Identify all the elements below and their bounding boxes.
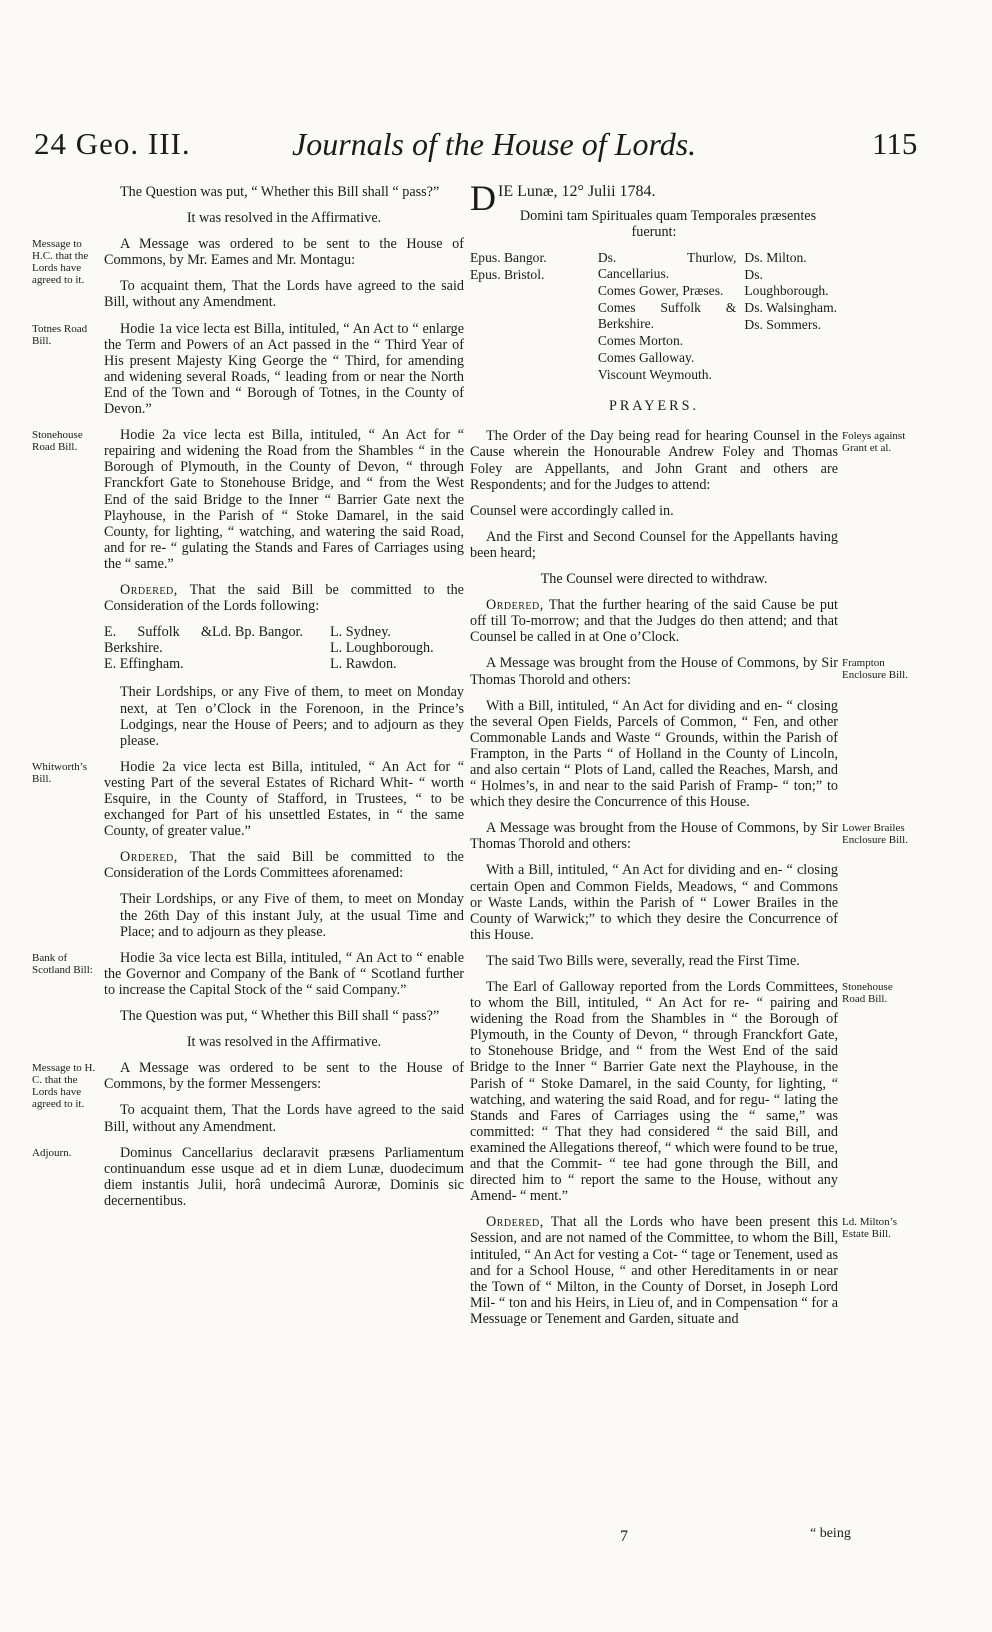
ordered-lead: Ordered, <box>486 1214 544 1231</box>
regnal-year: 24 Geo. III. <box>34 126 191 161</box>
entry-text: To acquaint them, That the Lords have agreed to the said Bill, without any Amendment. <box>104 278 464 311</box>
entry-text: With a Bill, intituled, “ An Act for dividing and en- “ closing certain Open and Common Fields, Meadows, “ and Commons or Waste Lands, within the Parish of “ Lower Brailes in the County of Warwick;” to which they desire the Concurrence of this House. <box>470 862 838 943</box>
journal-entry <box>32 427 464 572</box>
margin-note: Bank of Scotland Bill: <box>32 951 93 976</box>
journal-entry <box>104 582 464 614</box>
entry-text: A Message was ordered to be sent to the House of Commons, by Mr. Eames and Mr. Montagu: <box>104 236 464 269</box>
entry-text: The said Two Bills were, severally, read the First Time. <box>486 952 800 969</box>
committee-column <box>212 624 330 672</box>
committee-member: L. Sydney. <box>330 624 391 641</box>
catchword: “ being <box>810 1526 851 1541</box>
entry-text: That the said Bill be committed to the Consideration of the Lords following: <box>104 581 464 615</box>
attendance-column <box>744 250 838 384</box>
sitting-date: IE Lunæ, 12° Julii 1784. <box>498 183 656 200</box>
entry-text: Their Lordships, or any Five of them, to meet on Monday next, at Ten o’Clock in the Forenoon, in the Prince’s Lodgings, near the House of Peers; and to adjourn as they please. <box>120 684 464 749</box>
lord-name: Ds. Milton. <box>744 250 807 266</box>
lord-name: Ds. Thurlow, Cancellarius. <box>597 250 737 282</box>
margin-note: Whitworth’s Bill. <box>32 760 87 785</box>
entry-text: It was resolved in the Affirmative. <box>186 210 382 227</box>
lord-name: Comes Morton. <box>597 333 684 349</box>
entry-text: A Message was brought from the House of Commons, by Sir Thomas Thorold and others: <box>470 820 838 853</box>
journal-entry <box>470 698 838 811</box>
committee-member: E. Effingham. <box>104 656 184 673</box>
margin-note: Adjourn. <box>32 1146 72 1159</box>
entry-text: Hodie 2a vice lecta est Billa, intituled, “ An Act for “ vesting Part of the several Estates of Richard Whit- “ worth Esquire, in the County of Stafford, in Trustees, “ to be exchanged for Part of his unsettled Estates, in “ the same County, of greater value.” <box>104 758 464 840</box>
journal-entry <box>32 758 464 840</box>
right-column <box>470 178 908 1337</box>
entry-text: The Question was put, “ Whether this Bill shall “ pass?” <box>120 184 440 200</box>
entry-text: To acquaint them, That the Lords have agreed to the said Bill, without any Amendment. <box>104 1102 464 1135</box>
entry-text: The Order of the Day being read for hearing Counsel in the Cause wherein the Honourable Andrew Foley and Thomas Foley are Appellants, and John Grant and others are Respondents; and for the Judges to attend: <box>470 428 838 493</box>
margin-note: Stonehouse Road Bill. <box>842 981 893 1005</box>
left-column <box>32 184 464 1219</box>
margin-note: Foleys against Grant et al. <box>842 430 906 455</box>
lord-name: Ds. Walsingham. <box>744 300 838 316</box>
prayers-heading: PRAYERS. <box>608 398 700 415</box>
entry-text: The Earl of Galloway reported from the Lords Committees, to whom the Bill, intituled, “ An Act for re- “ pairing and widening the Road from the Shambles in “ the Borough of Plymouth, in the County of Devon, “ through Franckfort Gate, to Stonehouse Bridge, and “ from the West End of the said Bridge to the Inner “ Barrier Gate next the Playhouse, in the Parish of “ Stoke Damarel, in the said County, for lighting, “ watching, and watering the said Road, and for regu- “ lating the Stands and Fares of Carriages using the “ same,” was committed: “ That they had considered “ the said Bill, and examined the Allegations thereof, “ which were found to be true, and that the Commit- “ tee had gone through the Bill, and directed him to “ report the same to the House, without any Amend- “ ment.” <box>470 979 838 1205</box>
journal-entry <box>104 684 464 748</box>
journal-entry <box>470 503 838 519</box>
lord-name: Comes Suffolk & Berkshire. <box>597 300 737 332</box>
committee-member: Ld. Bp. Bangor. <box>212 624 304 641</box>
attendance-column <box>470 250 590 384</box>
journal-entry <box>104 1102 464 1134</box>
committee-list <box>104 624 464 672</box>
entry-text: A Message was brought from the House of Commons, by Sir Thomas Thorold and others: <box>470 655 838 688</box>
committee-member: L. Rawdon. <box>330 656 397 673</box>
margin-note: Ld. Milton’s Estate Bill. <box>842 1216 898 1241</box>
journal-entry <box>104 1034 464 1050</box>
margin-note: Frampton Enclosure Bill. <box>842 657 908 682</box>
lord-name: Ds. Sommers. <box>744 317 822 333</box>
margin-note: Stonehouse Road Bill. <box>32 429 83 454</box>
right-paragraphs <box>470 428 908 1327</box>
journal-entry <box>470 953 838 969</box>
ordered-lead: Ordered, <box>120 849 178 866</box>
committee-member: L. Loughborough. <box>330 640 434 657</box>
running-title: Journals of the House of Lords. <box>292 126 697 162</box>
journal-entry <box>470 529 838 561</box>
journal-entry <box>32 236 464 287</box>
entry-text: It was resolved in the Affirmative. <box>186 1034 382 1051</box>
journal-entry <box>470 979 893 1205</box>
drop-cap: D <box>470 178 496 218</box>
journal-entry <box>104 849 464 881</box>
journal-entry <box>470 428 906 493</box>
journal-entry <box>470 862 838 942</box>
ordered-lead: Ordered, <box>486 597 544 614</box>
attendance-column <box>598 250 737 384</box>
entry-text: Hodie 2a vice lecta est Billa, intituled, “ An Act for “ repairing and widening the Road from the Shambles “ in the Borough of Plymouth, in the County of Devon, “ through Franckfort Gate to Stonehouse Bridge, and “ from the West End of the said Bridge to the Inner “ Barrier Gate next the Playhouse, in the Parish of “ Stoke Damarel, in the said County, for lighting, “ watching, and watering the said Road, and for re- “ gulating the Stands and Fares of Carriages using the “ same.” <box>104 427 464 572</box>
entry-text: Hodie 3a vice lecta est Billa, intituled, “ An Act to “ enable the Governor and Company of the Bank of “ Scotland further to increase the Capital Stock of the “ said Company.” <box>104 949 464 998</box>
entry-text: Counsel were accordingly called in. <box>470 502 674 519</box>
journal-entry <box>32 949 464 998</box>
entry-text: With a Bill, intituled, “ An Act for dividing and en- “ closing the several Open Fields, Parcels of Common, “ Fen, and other Commonable Lands and Waste “ Grounds, within the Parish of Frampton, in the Parts “ of Holland in the County of Lincoln, and also certain “ Plots of Land, called the Reaches, Marsh, and “ Holmes’s, in and near to the said Parish of Framp- “ ton;” to which they desire the Concurrence of this House. <box>470 697 838 811</box>
sitting-heading <box>470 178 838 218</box>
journal-entry <box>104 278 464 310</box>
journal-entry <box>470 655 908 688</box>
entry-text: Hodie 1a vice lecta est Billa, intituled, “ An Act to “ enlarge the Term and Powers of an Act passed in the “ Third Year of His present Majesty King George the “ Third, for amending and widening several Roads, “ leading from or near the North End of the Town and “ Borough of Totnes, in the County of Devon.” <box>104 320 464 418</box>
journal-entry <box>32 1144 464 1209</box>
journal-entry <box>104 210 464 226</box>
journal-entry <box>470 571 838 587</box>
margin-note: Lower Brailes Enclosure Bill. <box>842 822 908 847</box>
journal-entry <box>470 1214 898 1327</box>
page-header <box>0 126 992 178</box>
ordered-lead: Ordered, <box>120 581 178 598</box>
lords-present-heading: Domini tam Spirituales quam Temporales præsentes fuerunt: <box>519 208 817 241</box>
journal-entry <box>104 891 464 939</box>
lord-name: Epus. Bristol. <box>470 267 545 283</box>
entry-text: That the further hearing of the said Cause be put off till To-morrow; and that the Judges do then attend; and that Counsel be called in at One o’Clock. <box>470 597 838 646</box>
committee-column <box>104 624 212 672</box>
journal-entry <box>32 1060 464 1111</box>
margin-note: Totnes Road Bill. <box>32 322 88 347</box>
journal-entry <box>470 597 838 645</box>
entry-text: A Message was ordered to be sent to the House of Commons, by the former Messengers: <box>104 1060 464 1093</box>
margin-note: Message to H. C. that the Lords have agreed to it. <box>32 1062 96 1111</box>
entry-text: And the First and Second Counsel for the Appellants having been heard; <box>470 528 838 561</box>
page-number: 115 <box>872 126 918 161</box>
entry-text: That all the Lords who have been present this Session, and are not named of the Committee, to whom the Bill, intituled, “ An Act for vesting a Cot- “ tage or Tenement, used as and for a School House, “ and other Hereditaments in or near the Town of “ Milton, in the County of Dorset, in Joseph Lord Mil- “ ton and his Heirs, in Lieu of, and in Compensation “ for a Messuage or Tenement and Garden, situate and <box>470 1214 839 1327</box>
journal-entry <box>470 820 908 853</box>
entry-text: The Question was put, “ Whether this Bill shall “ pass?” <box>120 1008 440 1025</box>
margin-note: Message to H.C. that the Lords have agreed to it. <box>32 238 89 287</box>
entry-text: Their Lordships, or any Five of them, to meet on Monday the 26th Day of this instant July, at the usual Time and Place; and to adjourn as they please. <box>120 891 464 940</box>
entry-text: That the said Bill be committed to the Consideration of the Lords Committees aforenamed: <box>104 849 464 882</box>
lord-name: Comes Galloway. <box>597 350 695 366</box>
entry-text: Dominus Cancellarius declaravit præsens Parliamentum continuandum esse usque ad et in diem Lunæ, duodecimum diem instantis Julii, horâ undecimâ Auroræ, Dominis sic decernentibus. <box>104 1144 464 1209</box>
journal-entry <box>104 1008 464 1024</box>
signature-mark: 7 <box>620 1528 628 1545</box>
attendance-list <box>470 250 838 384</box>
committee-member: E. Suffolk & Berkshire. <box>104 624 212 657</box>
lord-name: Epus. Bangor. <box>470 250 547 266</box>
committee-column <box>330 624 464 672</box>
entry-text: The Counsel were directed to withdraw. <box>540 571 768 588</box>
journal-entry <box>104 184 464 200</box>
lord-name: Viscount Weymouth. <box>597 367 712 383</box>
lord-name: Ds. Loughborough. <box>744 267 829 299</box>
journal-entry <box>32 320 464 418</box>
lord-name: Comes Gower, Præses. <box>597 283 724 299</box>
